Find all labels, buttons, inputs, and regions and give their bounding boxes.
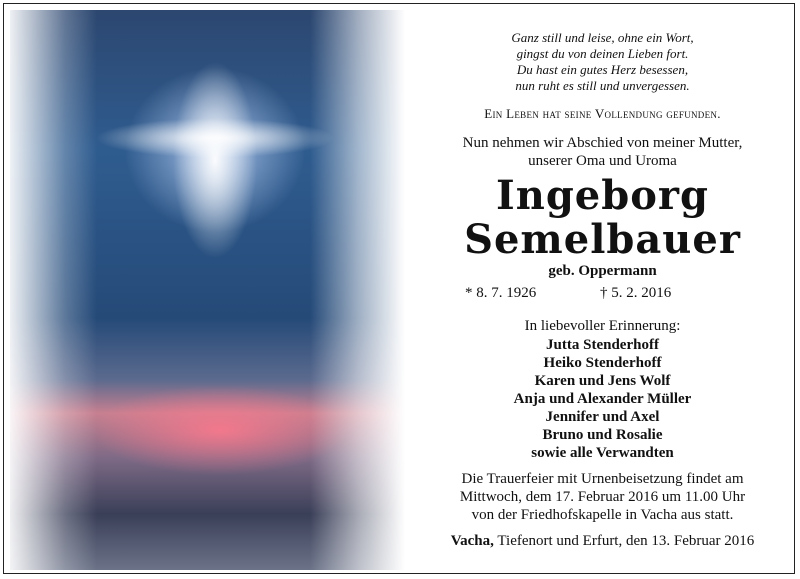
mourner: Jennifer und Axel: [545, 409, 660, 425]
place-name: Vacha,: [450, 533, 494, 549]
motto: Ein Leben hat seine Vollendung gefunden.: [484, 106, 721, 121]
poem-line: Ganz still und leise, ohne ein Wort,: [511, 30, 694, 45]
ceremony-line: Mittwoch, dem 17. Februar 2016 um 11.00 Uhr: [459, 489, 746, 505]
place-date: [405, 533, 800, 550]
mourner: Bruno und Rosalie: [542, 427, 663, 443]
remembrance-label: In liebevoller Erinnerung:: [524, 318, 681, 334]
poem-line: Du hast ein gutes Herz besessen,: [516, 62, 689, 77]
birth-name: geb. Oppermann: [548, 263, 657, 279]
last-name: Semelbauer: [464, 216, 741, 263]
mourner: Karen und Jens Wolf: [534, 373, 671, 389]
poem-line: gingst du von deinen Lieben fort.: [516, 46, 689, 61]
birth-date: * 8. 7. 1926: [465, 285, 537, 301]
death-date: † 5. 2. 2016: [600, 285, 672, 301]
first-name: Ingeborg: [496, 172, 709, 219]
mourner: Heiko Stenderhoff: [543, 355, 662, 371]
mourner: sowie alle Verwandten: [531, 445, 674, 461]
intro-line: unserer Oma und Uroma: [528, 153, 677, 169]
sky-cross-photo: [10, 10, 405, 570]
ceremony-line: Die Trauerfeier mit Urnenbeisetzung findet am: [461, 471, 744, 487]
ceremony-line: von der Friedhofskapelle in Vacha aus statt.: [471, 507, 734, 523]
mourner: Jutta Stenderhoff: [546, 337, 659, 353]
place-date-rest: Tiefenort und Erfurt, den 13. Februar 2016: [493, 533, 755, 549]
mourner: Anja und Alexander Müller: [513, 391, 692, 407]
intro-line: Nun nehmen wir Abschied von meiner Mutter,: [462, 135, 743, 151]
poem-line: nun ruht es still und unvergessen.: [515, 78, 690, 93]
